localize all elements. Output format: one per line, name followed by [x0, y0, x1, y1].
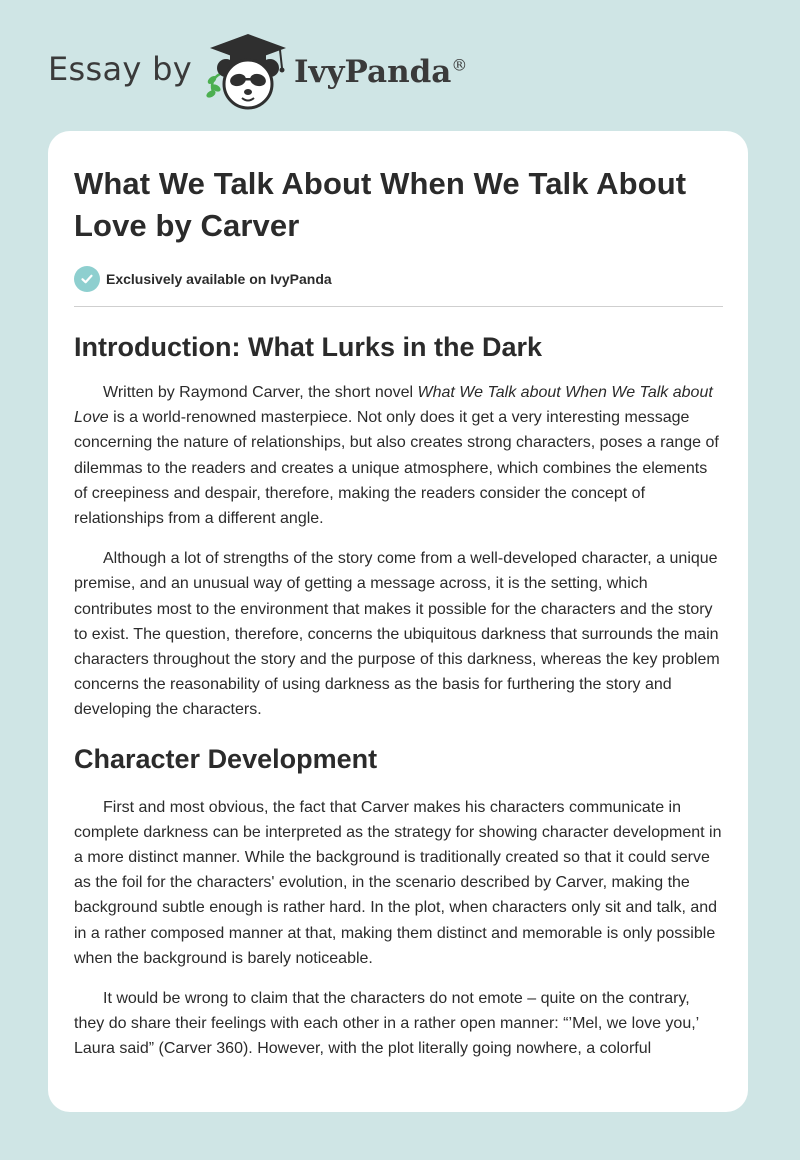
site-header — [48, 28, 648, 112]
section-heading-character-development: Character Development — [74, 743, 378, 774]
paragraph-character-1: First and most obvious, the fact that Carver makes his characters communicate in complete darkness can be interpreted as the strategy for showing character development in a more distinct manner. While the background is traditionally created so that it could serve as the foil for the characters' evolution, in the scenario described by Carver, making the background subtle enough is rather hard. In the plot, when characters only sit and talk, and in a rather composed manner at that, making them distinct and memorable is only possible when the background is barely noticeable. — [74, 798, 722, 967]
registered-mark: ® — [451, 55, 468, 75]
paragraph-character-2: It would be wrong to claim that the characters do not emote – quite on the contrary, they do share their feelings with each other in a rather open manner: “’Mel, we love you,’ Laura said” (Carver 360). However, with the plot literally going nowhere, a colorful — [74, 990, 699, 1058]
exclusive-badge-text: Exclusively available on IvyPanda — [106, 271, 332, 287]
check-icon — [74, 266, 100, 292]
panda-graduation-cap-icon[interactable] — [200, 28, 296, 112]
exclusive-badge — [74, 265, 723, 293]
brand-name[interactable] — [294, 54, 467, 90]
essay-content — [74, 163, 723, 1062]
brand-name-text: IvyPanda — [294, 54, 452, 90]
section-heading-introduction: Introduction: What Lurks in the Dark — [74, 332, 543, 362]
brand-prefix: Essay by — [48, 50, 192, 88]
paragraph-intro-1-after: is a world-renowned masterpiece. Not only does it get a very interesting message concerning the nature of relationships, but also creates strong characters, poses a range of dilemmas to the readers and creates a unique atmosphere, which combines the elements of creepiness and despair, therefore, making the readers consider the concept of relationships from a different angle. — [74, 409, 719, 528]
title-divider — [74, 306, 723, 307]
essay-card — [48, 131, 748, 1112]
paragraph-intro-2: Although a lot of strengths of the story come from a well-developed character, a unique premise, and an unusual way of getting a message across, it is the setting, which contributes most to the environment that makes it possible for the characters and the story to exist. The question, therefore, concerns the ubiquitous darkness that surrounds the main characters throughout the story and the purpose of this darkness, whereas the key problem concerns the reasonability of using darkness as the basis for furthering the story and developing the characters. — [74, 550, 720, 719]
paragraph-intro-1-before: Written by Raymond Carver, the short novel — [103, 384, 418, 401]
page-title: What We Talk About When We Talk About Love by Carver — [74, 166, 687, 243]
paragraph-intro-1 — [74, 380, 723, 531]
book-title-italic: What We Talk about When We Talk about Love — [74, 384, 713, 427]
